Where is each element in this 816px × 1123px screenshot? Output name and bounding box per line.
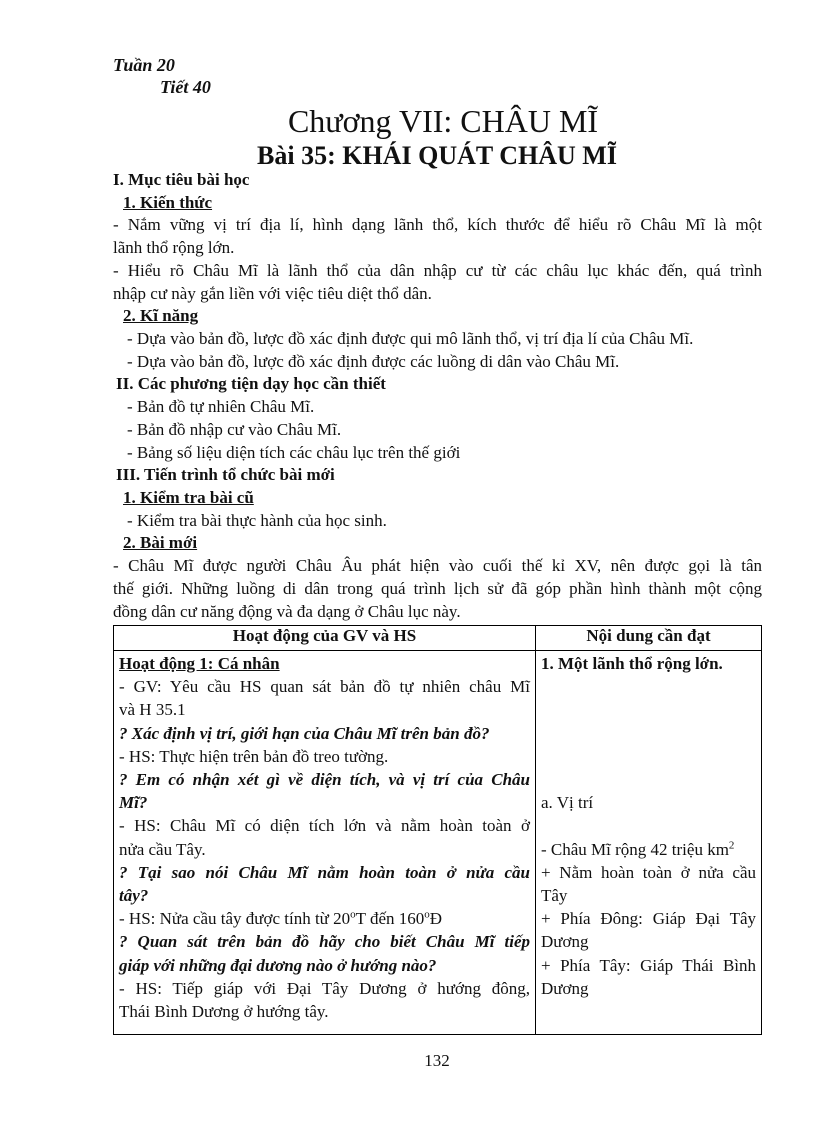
question-4a: ? Quan sát trên bản đồ hãy cho biết Châu Mĩ tiếp (119, 932, 530, 952)
content-west-2: Tây (541, 886, 568, 906)
material-item-1: - Bản đồ tự nhiên Châu Mĩ. (127, 397, 315, 416)
degree-sign: o (350, 908, 356, 921)
table-row (114, 651, 762, 1035)
question-2b: Mĩ? (119, 793, 148, 813)
hs-answer-2a: - HS: Châu Mĩ có diện tích lớn và nằm hoàn toàn ở (119, 816, 530, 836)
process-heading: III. Tiến trình tổ chức bài mới (116, 465, 335, 484)
check-line: - Kiểm tra bài thực hành của học sinh. (127, 511, 387, 530)
hs-answer-3-text: - HS: Nửa cầu tây được tính từ 20 (119, 909, 351, 929)
activity-title: Hoạt động 1: Cá nhân (119, 654, 280, 673)
page-number: 132 (424, 1051, 450, 1070)
knowledge-line-1b: lãnh thổ rộng lớn. (113, 238, 235, 257)
content-east-2: Dương (541, 932, 589, 952)
hs-answer-1: - HS: Thực hiện trên bản đồ treo tường. (119, 746, 389, 766)
content-cell (536, 651, 762, 1035)
skill-line-1: - Dựa vào bản đồ, lược đồ xác định được qui mô lãnh thổ, vị trí địa lí của Châu Mĩ. (127, 329, 694, 348)
knowledge-line-2a: - Hiểu rõ Châu Mĩ là lãnh thổ của dân nhập cư từ các châu lục khác đến, quá trình (113, 261, 762, 280)
content-east-1: + Phía Đông: Giáp Đại Tây (541, 909, 756, 929)
knowledge-heading: 1. Kiến thức (123, 193, 213, 212)
header-activity: Hoạt động của GV và HS (114, 626, 536, 651)
skills-heading: 2. Kĩ năng (123, 306, 199, 325)
lesson-table (113, 625, 762, 1035)
content-area (541, 838, 756, 861)
material-item-3: - Bảng số liệu diện tích các châu lục trên thế giới (127, 443, 461, 462)
materials-heading: II. Các phương tiện dạy học cần thiết (116, 374, 386, 393)
table-header-row (114, 626, 762, 651)
hs-answer-2b: nửa cầu Tây. (119, 839, 206, 859)
intro-line-3: đồng dân cư năng động và đa dạng ở Châu lục này. (113, 602, 461, 621)
question-3a: ? Tại sao nói Châu Mĩ nằm hoàn toàn ở nửa cầu (119, 862, 530, 882)
knowledge-line-1a: - Nắm vững vị trí địa lí, hình dạng lãnh thổ, kích thước để hiểu rõ Châu Mĩ là một (113, 215, 762, 234)
intro-line-1: - Châu Mĩ được người Châu Âu phát hiện vào cuối thế kỉ XV, nên được gọi là tân (113, 556, 762, 575)
superscript: 2 (728, 838, 735, 851)
content-position: a. Vị trí (541, 793, 594, 813)
new-lesson-heading: 2. Bài mới (123, 533, 198, 552)
content-title: 1. Một lãnh thổ rộng lớn. (541, 654, 723, 673)
hs-answer-4b: Thái Bình Dương ở hướng tây. (119, 1002, 329, 1022)
week-label: Tuần 20 (113, 55, 175, 75)
objectives-heading: I. Mục tiêu bài học (113, 170, 250, 189)
hs-answer-3-mid: T đến 160 (355, 909, 425, 929)
activity-cell (114, 651, 536, 1035)
chapter-title: Chương VII: CHÂU MĨ (287, 103, 599, 139)
intro-line-2: thế giới. Những luồng di dân trong quá trình lịch sử đã góp phần hình thành một cộng (113, 579, 762, 598)
skill-line-2: - Dựa vào bản đồ, lược đồ xác định được các luồng di dân vào Châu Mĩ. (127, 352, 620, 371)
check-heading: 1. Kiểm tra bài cũ (123, 488, 254, 507)
hs-answer-3 (119, 907, 530, 930)
content-west-1: + Nằm hoàn toàn ở nửa cầu (541, 862, 756, 882)
material-item-2: - Bản đồ nhập cư vào Châu Mĩ. (127, 420, 342, 439)
knowledge-line-2b: nhập cư này gắn liền với việc tiêu diệt thổ dân. (113, 284, 432, 303)
question-3b: tây? (119, 886, 149, 906)
question-2a: ? Em có nhận xét gì về diện tích, và vị trí của Châu (119, 770, 530, 790)
degree-sign: o (424, 908, 430, 921)
question-4b: giáp với những đại dương nào ở hướng nào? (119, 955, 437, 975)
period-label: Tiết 40 (160, 77, 211, 97)
question-1: ? Xác định vị trí, giới hạn của Châu Mĩ trên bản đồ? (119, 723, 490, 743)
lesson-title: Bài 35: KHÁI QUÁT CHÂU MĨ (257, 141, 617, 170)
hs-answer-4a: - HS: Tiếp giáp với Đại Tây Dương ở hướng đông, (119, 978, 530, 998)
content-pacific-1: + Phía Tây: Giáp Thái Bình (541, 955, 756, 975)
header-content: Nội dung cần đạt (536, 626, 762, 651)
content-area-text: - Châu Mĩ rộng 42 triệu km (541, 839, 729, 859)
hs-answer-3-end: Đ (429, 909, 443, 929)
gv-line-1a: - GV: Yêu cầu HS quan sát bản đồ tự nhiên châu Mĩ (119, 677, 530, 697)
gv-line-1b: và H 35.1 (119, 700, 186, 720)
content-pacific-2: Dương (541, 978, 589, 998)
